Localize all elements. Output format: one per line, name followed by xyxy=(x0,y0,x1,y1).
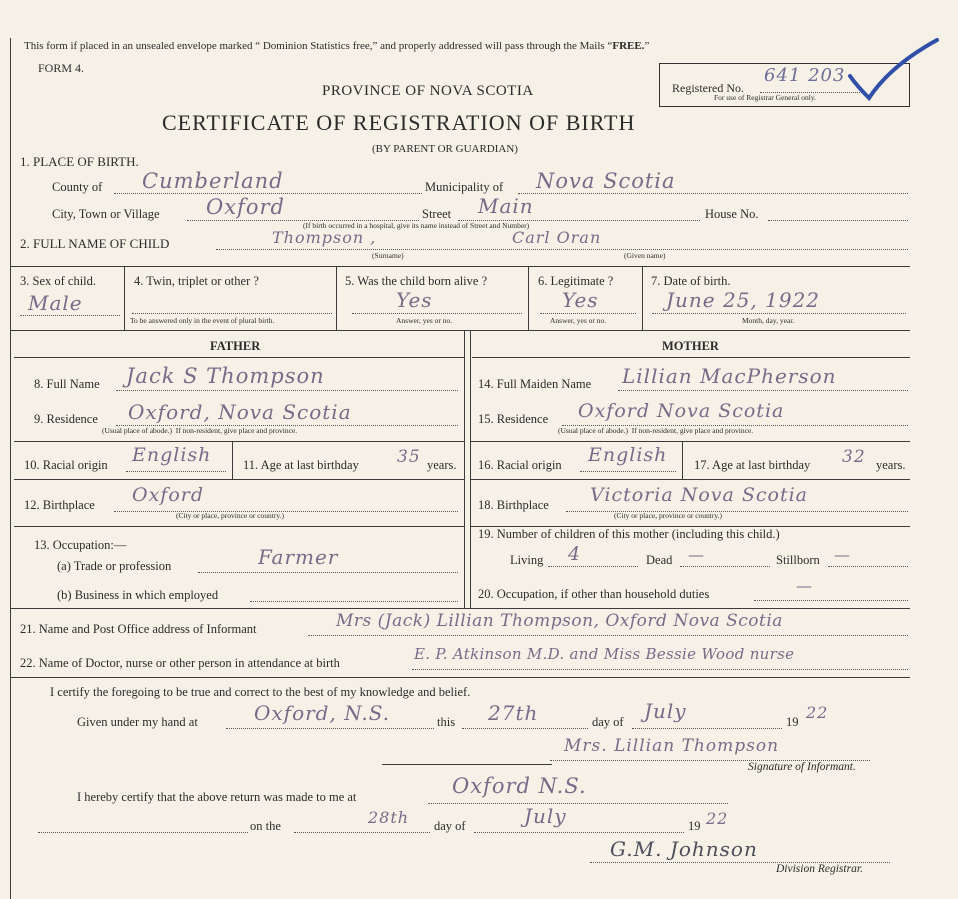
given-under-label: Given under my hand at xyxy=(77,715,198,729)
house-label: House No. xyxy=(705,207,759,221)
mother-name-line xyxy=(618,390,908,391)
registrar-month-value: July xyxy=(524,804,567,828)
business-label: (b) Business in which employed xyxy=(57,588,219,602)
father-racial-label: 10. Racial origin xyxy=(24,458,108,472)
father-age-value: 35 xyxy=(397,447,421,467)
row3-divider-3 xyxy=(528,266,529,330)
separator-short xyxy=(382,764,552,765)
on-the-label: on the xyxy=(250,819,281,833)
mother-racial-label: 16. Racial origin xyxy=(478,458,562,472)
father-birthplace-line xyxy=(114,511,458,512)
living-label: Living xyxy=(510,553,544,567)
informant-value: Mrs (Jack) Lillian Thompson, Oxford Nova Scotia xyxy=(336,611,783,631)
father-age-unit: years. xyxy=(427,458,457,472)
mother-occupation-label: 20. Occupation, if other than household duties xyxy=(478,587,710,601)
month-value: July xyxy=(644,699,687,723)
child-surname-value: Thompson , xyxy=(272,228,377,247)
registrar-signature: G.M. Johnson xyxy=(610,837,758,861)
county-label: County of xyxy=(52,180,103,194)
stillborn-value: — xyxy=(834,545,851,564)
father-residence-note-b: If non-resident, give place and province. xyxy=(175,426,298,435)
province-heading: PROVINCE OF NOVA SCOTIA xyxy=(322,83,534,99)
child-given-value: Carl Oran xyxy=(512,228,602,247)
mother-age-unit: years. xyxy=(876,458,906,472)
father-racial-value: English xyxy=(132,444,212,466)
doctor-value: E. P. Atkinson M.D. and Miss Bessie Wood nurse xyxy=(414,645,795,663)
twin-label: 4. Twin, triplet or other ? xyxy=(134,274,259,288)
street-label: Street xyxy=(422,207,452,221)
informant-line xyxy=(308,635,908,636)
registrar-day-line xyxy=(294,832,430,833)
registrar-place-value: Oxford N.S. xyxy=(452,774,587,798)
mother-occupation-line xyxy=(754,600,908,601)
mother-residence-label: 15. Residence xyxy=(478,412,549,426)
registrar-note: For use of Registrar General only. xyxy=(714,93,816,102)
registrar-statement: I hereby certify that the above return was made to me at xyxy=(77,790,357,804)
county-line xyxy=(114,193,422,194)
registrar-year-prefix: 19 xyxy=(688,819,701,833)
informant-signature: Mrs. Lillian Thompson xyxy=(564,736,780,756)
mother-birthplace-note: (City or place, province or country.) xyxy=(614,511,723,520)
mother-name-label: 14. Full Maiden Name xyxy=(478,377,592,391)
house-line xyxy=(768,220,908,221)
business-line xyxy=(250,601,458,602)
dead-value: — xyxy=(688,545,705,564)
alive-note: Answer, yes or no. xyxy=(396,316,453,325)
stillborn-label: Stillborn xyxy=(776,553,820,567)
father-heading-underline xyxy=(14,357,464,358)
trade-value: Farmer xyxy=(258,545,339,569)
document-subtitle: (BY PARENT OR GUARDIAN) xyxy=(372,143,518,155)
sex-line xyxy=(20,315,120,316)
mother-divider-1 xyxy=(470,441,910,442)
father-name-label: 8. Full Name xyxy=(34,377,100,391)
living-line xyxy=(548,566,638,567)
father-divider-2 xyxy=(14,479,464,480)
day-value: 27th xyxy=(488,701,539,725)
mail-notice-free: FREE. xyxy=(612,40,645,52)
registered-label: Registered No. xyxy=(672,81,744,95)
municipality-label: Municipality of xyxy=(425,180,504,194)
mother-birthplace-label: 18. Birthplace xyxy=(478,498,549,512)
month-line xyxy=(632,728,782,729)
alive-line xyxy=(352,313,522,314)
mother-divider-2 xyxy=(470,479,910,480)
doctor-line xyxy=(412,669,908,670)
father-racial-line xyxy=(126,471,226,472)
mother-heading: MOTHER xyxy=(662,339,719,353)
stillborn-line xyxy=(828,566,908,567)
divider-top-row3 xyxy=(10,266,910,267)
municipality-value: Nova Scotia xyxy=(536,169,676,193)
registrar-leading-line xyxy=(38,832,248,833)
father-heading: FATHER xyxy=(210,339,261,353)
city-label: City, Town or Village xyxy=(52,207,160,221)
year-value: 22 xyxy=(806,703,829,722)
twin-line xyxy=(132,313,332,314)
mail-notice xyxy=(24,41,649,52)
registered-number: 641 203 xyxy=(764,65,846,86)
sex-value: Male xyxy=(28,291,83,315)
father-residence-value: Oxford, Nova Scotia xyxy=(128,400,352,424)
father-birthplace-label: 12. Birthplace xyxy=(24,498,95,512)
dead-label: Dead xyxy=(646,553,673,567)
doctor-label: 22. Name of Doctor, nurse or other person in attendance at birth xyxy=(20,656,340,670)
mother-residence-note xyxy=(558,427,753,435)
given-place-line xyxy=(226,728,434,729)
dob-label: 7. Date of birth. xyxy=(651,274,731,288)
mother-residence-note-a: (Usual place of abode.) xyxy=(558,426,628,435)
row3-divider-2 xyxy=(336,266,337,330)
father-residence-note xyxy=(102,427,297,435)
trade-label: (a) Trade or profession xyxy=(57,559,172,573)
legitimate-label: 6. Legitimate ? xyxy=(538,274,614,288)
center-divider-b xyxy=(470,330,471,608)
alive-label: 5. Was the child born alive ? xyxy=(345,274,488,288)
mother-racial-line xyxy=(580,471,676,472)
registrar-month-line xyxy=(474,832,684,833)
child-name-label: 2. FULL NAME OF CHILD xyxy=(20,236,170,251)
divider-before-certify xyxy=(10,677,910,678)
surname-caption: (Surname) xyxy=(372,251,404,260)
mother-residence-value: Oxford Nova Scotia xyxy=(578,400,785,422)
sex-label: 3. Sex of child. xyxy=(20,274,97,288)
children-label: 19. Number of children of this mother (including this child.) xyxy=(478,527,780,541)
checkmark-icon xyxy=(845,36,945,106)
dob-note: Month, day, year. xyxy=(742,316,795,325)
twin-note: To be answered only in the event of plural birth. xyxy=(130,316,275,325)
father-name-line xyxy=(116,390,458,391)
document-title: CERTIFICATE OF REGISTRATION OF BIRTH xyxy=(162,110,636,135)
father-residence-label: 9. Residence xyxy=(34,412,98,426)
given-caption: (Given name) xyxy=(624,251,666,260)
place-of-birth-heading: 1. PLACE OF BIRTH. xyxy=(20,154,139,169)
street-value: Main xyxy=(478,194,534,218)
registrar-year-value: 22 xyxy=(706,809,729,828)
registrar-day-of-label: day of xyxy=(434,819,466,833)
divider-bottom-row3 xyxy=(10,330,910,331)
city-value: Oxford xyxy=(206,195,285,219)
day-of-label: day of xyxy=(592,715,624,729)
mother-occupation-value: — xyxy=(796,576,813,595)
divider-before-informant xyxy=(10,608,910,609)
this-label: this xyxy=(437,715,456,729)
registrar-day-value: 28th xyxy=(368,808,410,827)
row3-divider-4 xyxy=(642,266,643,330)
child-name-line xyxy=(216,249,908,250)
signature-caption: Signature of Informant. xyxy=(748,761,856,773)
mother-birthplace-value: Victoria Nova Scotia xyxy=(590,484,809,506)
mother-racial-value: English xyxy=(588,444,668,466)
certify-statement: I certify the foregoing to be true and correct to the best of my knowledge and belief. xyxy=(50,685,471,699)
county-value: Cumberland xyxy=(142,169,284,193)
father-name-value: Jack S Thompson xyxy=(126,364,325,388)
dob-line xyxy=(652,313,906,314)
dead-line xyxy=(680,566,770,567)
father-divider-1 xyxy=(14,441,464,442)
legitimate-note: Answer, yes or no. xyxy=(550,316,607,325)
father-divider-3 xyxy=(14,526,464,527)
father-age-divider xyxy=(232,441,233,479)
mother-age-divider xyxy=(682,441,683,479)
center-divider-a xyxy=(464,330,465,608)
given-place-value: Oxford, N.S. xyxy=(254,701,391,725)
father-age-label: 11. Age at last birthday xyxy=(243,458,359,472)
mother-residence-note-b: If non-resident, give place and province. xyxy=(631,426,754,435)
form-number: FORM 4. xyxy=(38,61,85,75)
row3-divider-1 xyxy=(124,266,125,330)
mail-notice-text: This form if placed in an unsealed envelope marked “ Dominion Statistics free,” and properly addressed will pass through the Mails “ xyxy=(24,40,613,52)
registrar-caption: Division Registrar. xyxy=(776,863,863,875)
year-prefix: 19 xyxy=(786,715,799,729)
legitimate-line xyxy=(540,313,636,314)
occupation-label: 13. Occupation:— xyxy=(34,538,127,552)
mother-heading-underline xyxy=(472,357,910,358)
municipality-line xyxy=(518,193,908,194)
mother-age-value: 32 xyxy=(842,447,866,467)
living-value: 4 xyxy=(568,543,582,565)
mail-notice-end: ” xyxy=(644,40,650,52)
father-birthplace-note: (City or place, province or country.) xyxy=(176,511,285,520)
registrar-place-line xyxy=(428,803,728,804)
mother-age-label: 17. Age at last birthday xyxy=(694,458,811,472)
dob-value: June 25, 1922 xyxy=(666,288,821,312)
mother-name-value: Lillian MacPherson xyxy=(622,364,837,388)
father-birthplace-value: Oxford xyxy=(132,484,205,506)
alive-value: Yes xyxy=(396,288,433,312)
father-residence-note-a: (Usual place of abode.) xyxy=(102,426,172,435)
informant-label: 21. Name and Post Office address of Informant xyxy=(20,622,257,636)
trade-line xyxy=(198,572,458,573)
day-line xyxy=(462,728,588,729)
hospital-note: (If birth occurred in a hospital, give its name instead of Street and Number) xyxy=(303,221,530,230)
legitimate-value: Yes xyxy=(562,288,599,312)
left-border xyxy=(10,38,11,899)
